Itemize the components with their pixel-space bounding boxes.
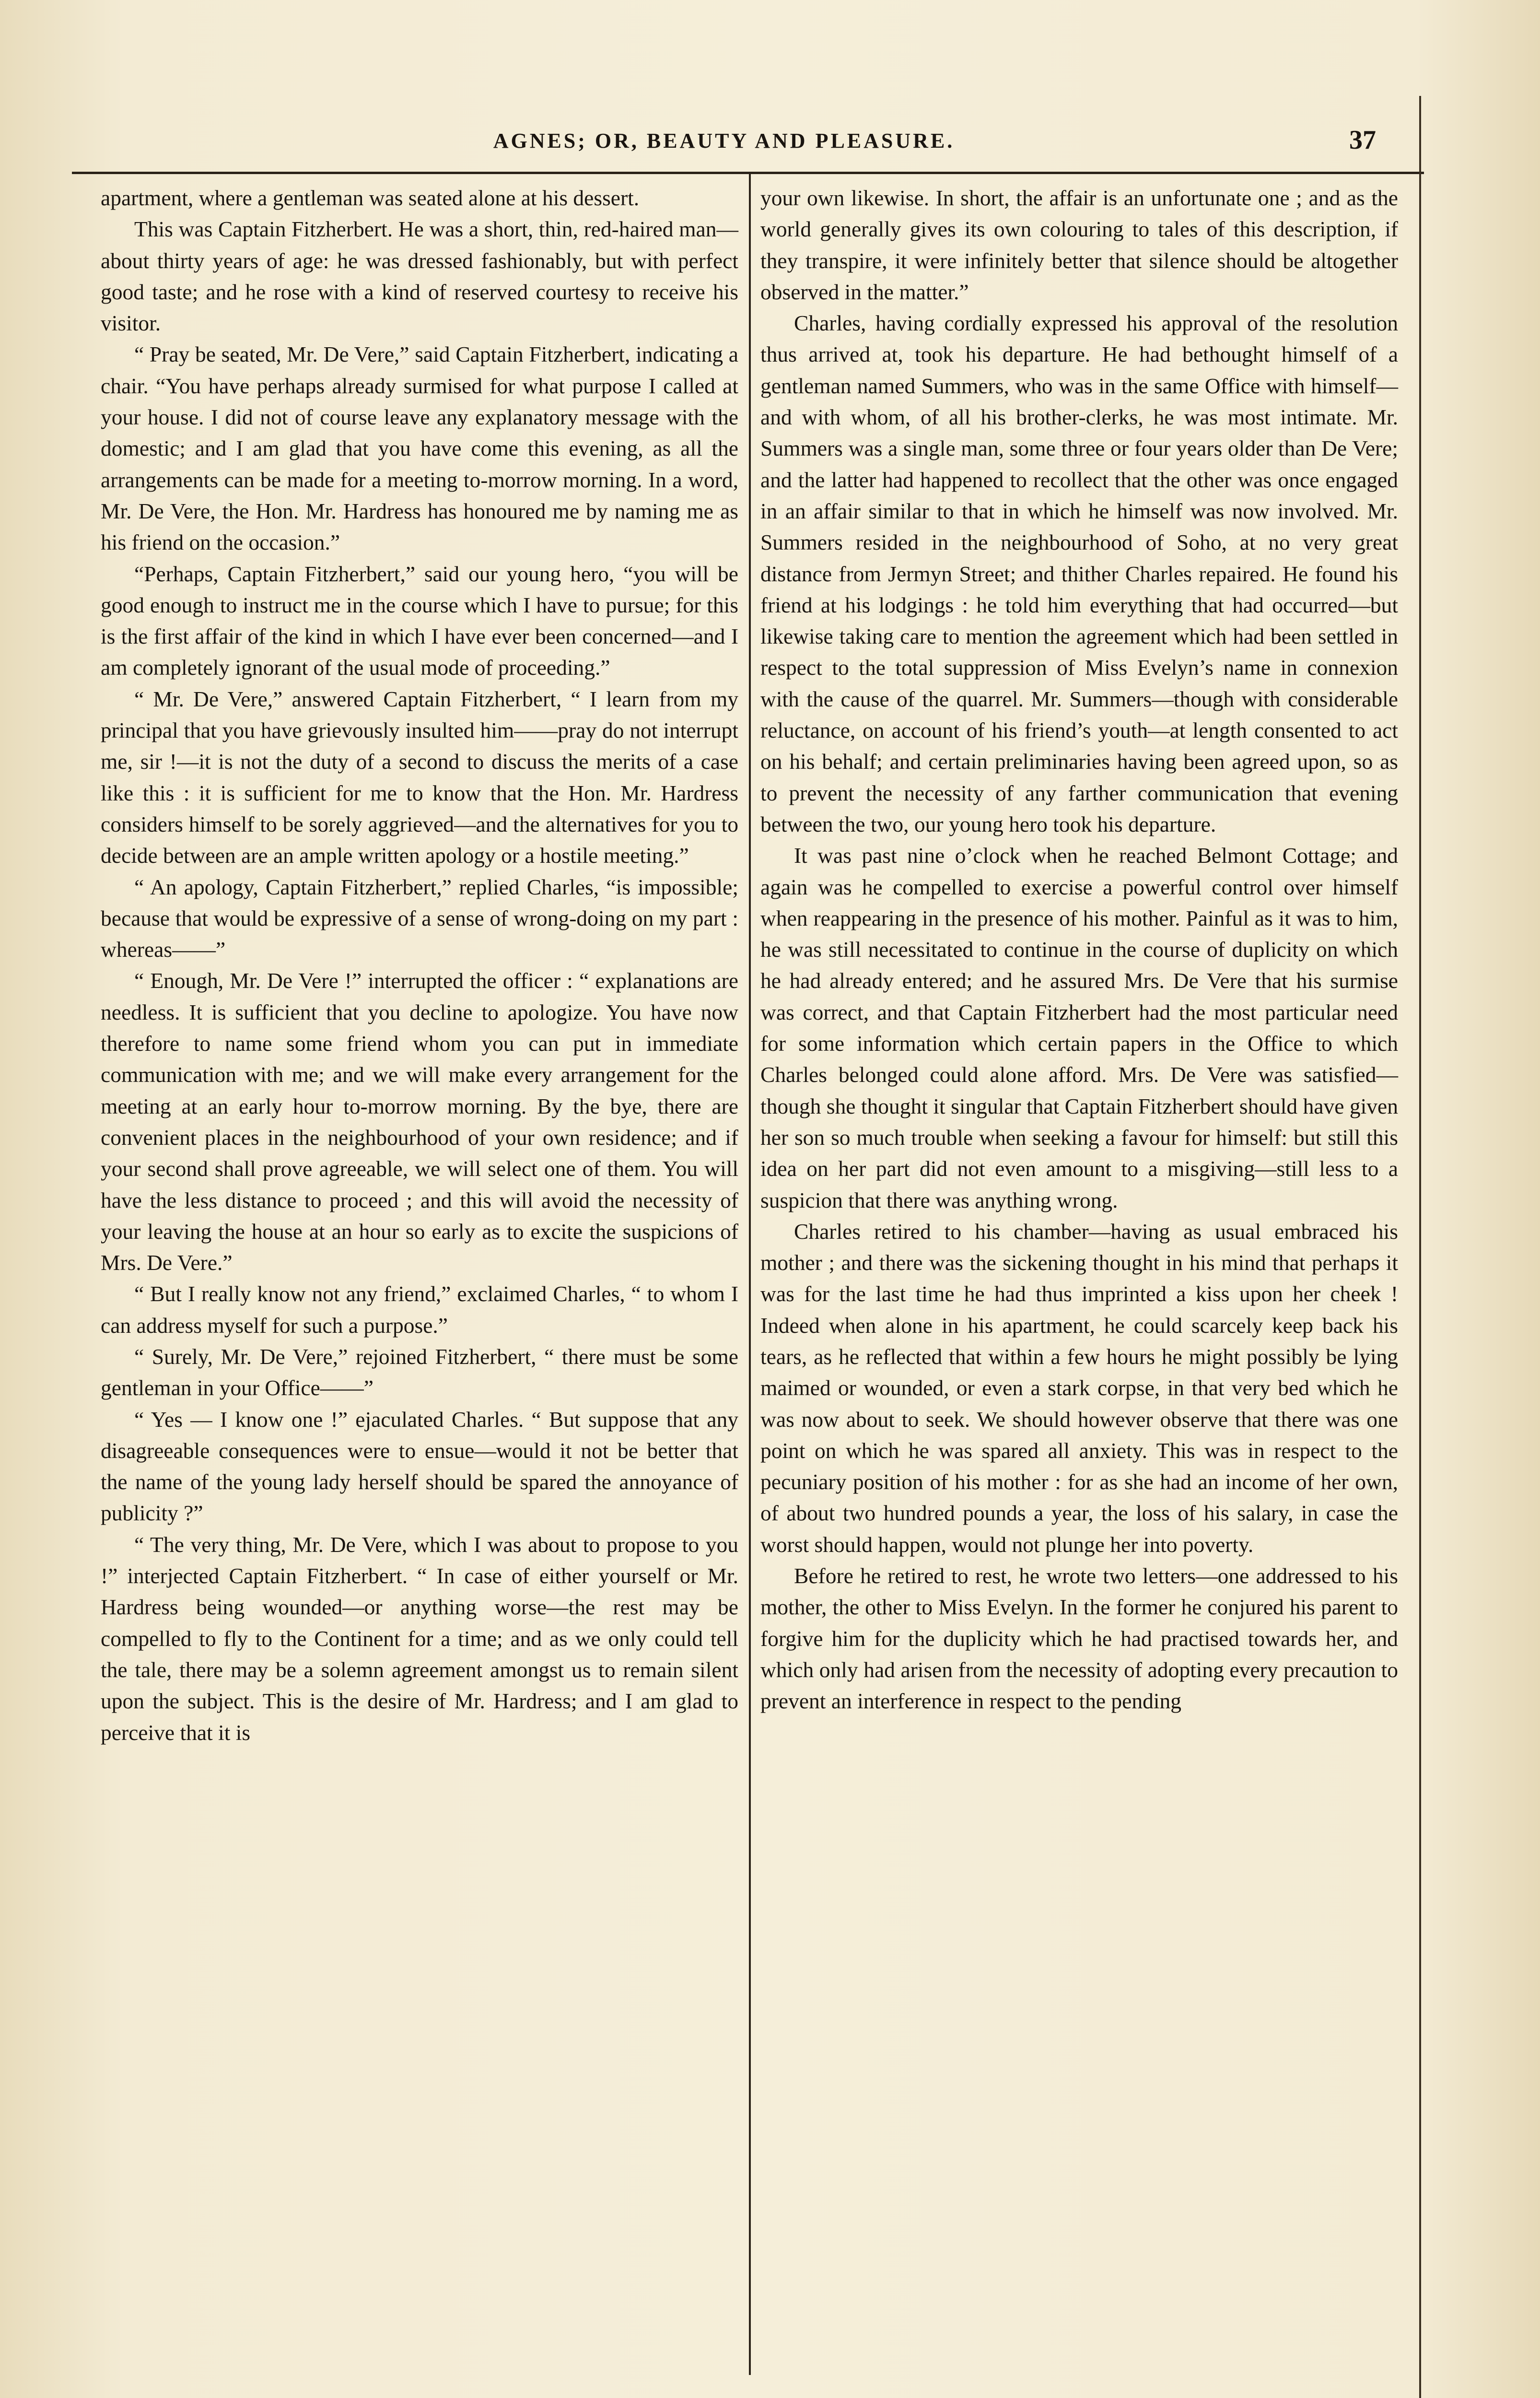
- paragraph: “ But I really know not any friend,” exclaimed Charles, “ to whom I can address myself for such a purpose.”: [101, 1281, 738, 1338]
- paragraph: “Perhaps, Captain Fitzherbert,” said our young hero, “you will be good enough to instruct me in the course which I have to pursue; for this is the first affair of the kind in which I have ever been concerned—and I am completely ignorant of the usual mode of proceeding.”: [101, 561, 738, 680]
- paragraph: apartment, where a gentleman was seated alone at his dessert.: [101, 186, 640, 210]
- paragraph: “ Enough, Mr. De Vere !” interrupted the officer : “ explanations are needless. It is sufficient that you decline to apologize. You have now therefore to name some friend whom you can put in immediate communication with me; and we will make every arrangement for the meeting at an early hour to-morrow morning. By the bye, there are convenient places in the neighbourhood of your own residence; and if your second shall prove agreeable, we will select one of them. You will have the less distance to proceed ; and this will avoid the necessity of your leaving the house at an hour so early as to excite the suspicions of Mrs. De Vere.”: [101, 968, 738, 1275]
- column-divider: [749, 174, 751, 2375]
- right-border-rule: [1419, 96, 1421, 2398]
- page-header: [72, 120, 1376, 163]
- left-column: [101, 182, 738, 1748]
- right-column: [760, 182, 1398, 1717]
- paragraph: “ Pray be seated, Mr. De Vere,” said Captain Fitzherbert, indicating a chair. “You have perhaps already surmised for what purpose I called at your house. I did not of course leave any explanatory message with the domestic; and I am glad that you have come this evening, as all the arrangements can be made for a meeting to-morrow morning. In a word, Mr. De Vere, the Hon. Mr. Hardress has honoured me by naming me as his friend on the occasion.”: [101, 342, 738, 555]
- running-title: AGNES; OR, BEAUTY AND PLEASURE.: [493, 129, 955, 153]
- paragraph: “ An apology, Captain Fitzherbert,” replied Charles, “is impossible; because that would be expressive of a sense of wrong-doing on my part : whereas——”: [101, 874, 738, 962]
- paragraph: your own likewise. In short, the affair is an unfortunate one ; and as the world generally gives its own colouring to tales of this description, if they transpire, it were infinitely better that silence should be altogether observed in the matter.”: [760, 186, 1398, 304]
- paragraph: “ Mr. De Vere,” answered Captain Fitzherbert, “ I learn from my principal that you have grievously insulted him——pray do not interrupt me, sir !—it is not the duty of a second to discuss the merits of a case like this : it is sufficient for me to know that the Hon. Mr. Hardress considers himself to be sorely aggrieved—and the alternatives for you to decide between are an ample written apology or a hostile meeting.”: [101, 686, 738, 868]
- paragraph: It was past nine o’clock when he reached Belmont Cottage; and again was he compelled to exercise a powerful control over himself when reappearing in the presence of his mother. Painful as it was to him, he was still necessitated to continue in the course of duplicity on which he had already entered; and he assured Mrs. De Vere that his surmise was correct, and that Captain Fitzherbert had the most particular need for some information which certain papers in the Office to which Charles belonged could alone afford. Mrs. De Vere was satisfied—though she thought it singular that Captain Fitzherbert should have given her son so much trouble when seeking a favour for himself: but still this idea on her part did not even amount to a misgiving—still less to a suspicion that there was anything wrong.: [760, 843, 1398, 1212]
- paragraph: “ The very thing, Mr. De Vere, which I was about to propose to you !” interjected Captain Fitzherbert. “ In case of either yourself or Mr. Hardress being wounded—or anything worse—the rest may be compelled to fly to the Continent for a time; and as we only could tell the tale, there may be a solemn agreement amongst us to remain silent upon the subject. This is the desire of Mr. Hardress; and I am glad to perceive that it is: [101, 1532, 738, 1745]
- paragraph: “ Yes — I know one !” ejaculated Charles. “ But suppose that any disagreeable consequences were to ensue—would it not be better that the name of the young lady herself should be spared the annoyance of publicity ?”: [101, 1407, 738, 1526]
- paragraph: Charles, having cordially expressed his approval of the resolution thus arrived at, took his departure. He had bethought himself of a gentleman named Summers, who was in the same Office with himself—and with whom, of all his brother-clerks, he was most intimate. Mr. Summers was a single man, some three or four years older than De Vere; and the latter had happened to recollect that the other was once engaged in an affair similar to that in which he himself was now involved. Mr. Summers resided in the neighbourhood of Soho, at no very great distance from Jermyn Street; and thither Charles repaired. He found his friend at his lodgings : he told him everything that had occurred—but likewise taking care to mention the agreement which had been settled in respect to the total suppression of Miss Evelyn’s name in connexion with the cause of the quarrel. Mr. Summers—though with considerable reluctance, on account of his friend’s youth—at length consented to act on his behalf; and certain preliminaries having been agreed upon, so as to prevent the necessity of any farther communication that evening between the two, our young hero took his departure.: [760, 311, 1398, 836]
- paragraph: This was Captain Fitzherbert. He was a short, thin, red-haired man—about thirty years of age: he was dressed fashionably, but with perfect good taste; and he rose with a kind of reserved courtesy to receive his visitor.: [101, 217, 738, 336]
- paragraph: Before he retired to rest, he wrote two letters—one addressed to his mother, the other to Miss Evelyn. In the former he conjured his parent to forgive him for the duplicity which he had practised towards her, and which only had arisen from the necessity of adopting every precaution to prevent an interference in respect to the pending: [760, 1563, 1398, 1714]
- paragraph: Charles retired to his chamber—having as usual embraced his mother ; and there was the sickening thought in his mind that perhaps it was for the last time he had thus imprinted a kiss upon her cheek ! Indeed when alone in his apartment, he could scarcely keep back his tears, as he reflected that within a few hours he might possibly be lying maimed or wounded, or even a stark corpse, in that very bed which he was now about to seek. We should however observe that there was one point on which he was spared all anxiety. This was in respect to the pecuniary position of his mother : for as she had an income of her own, of about two hundred pounds a year, the loss of his salary, in case the worst should happen, would not plunge her into poverty.: [760, 1219, 1398, 1557]
- page-number: 37: [1349, 125, 1376, 155]
- paragraph: “ Surely, Mr. De Vere,” rejoined Fitzherbert, “ there must be some gentleman in your Office——”: [101, 1344, 738, 1400]
- header-rule: [72, 172, 1424, 174]
